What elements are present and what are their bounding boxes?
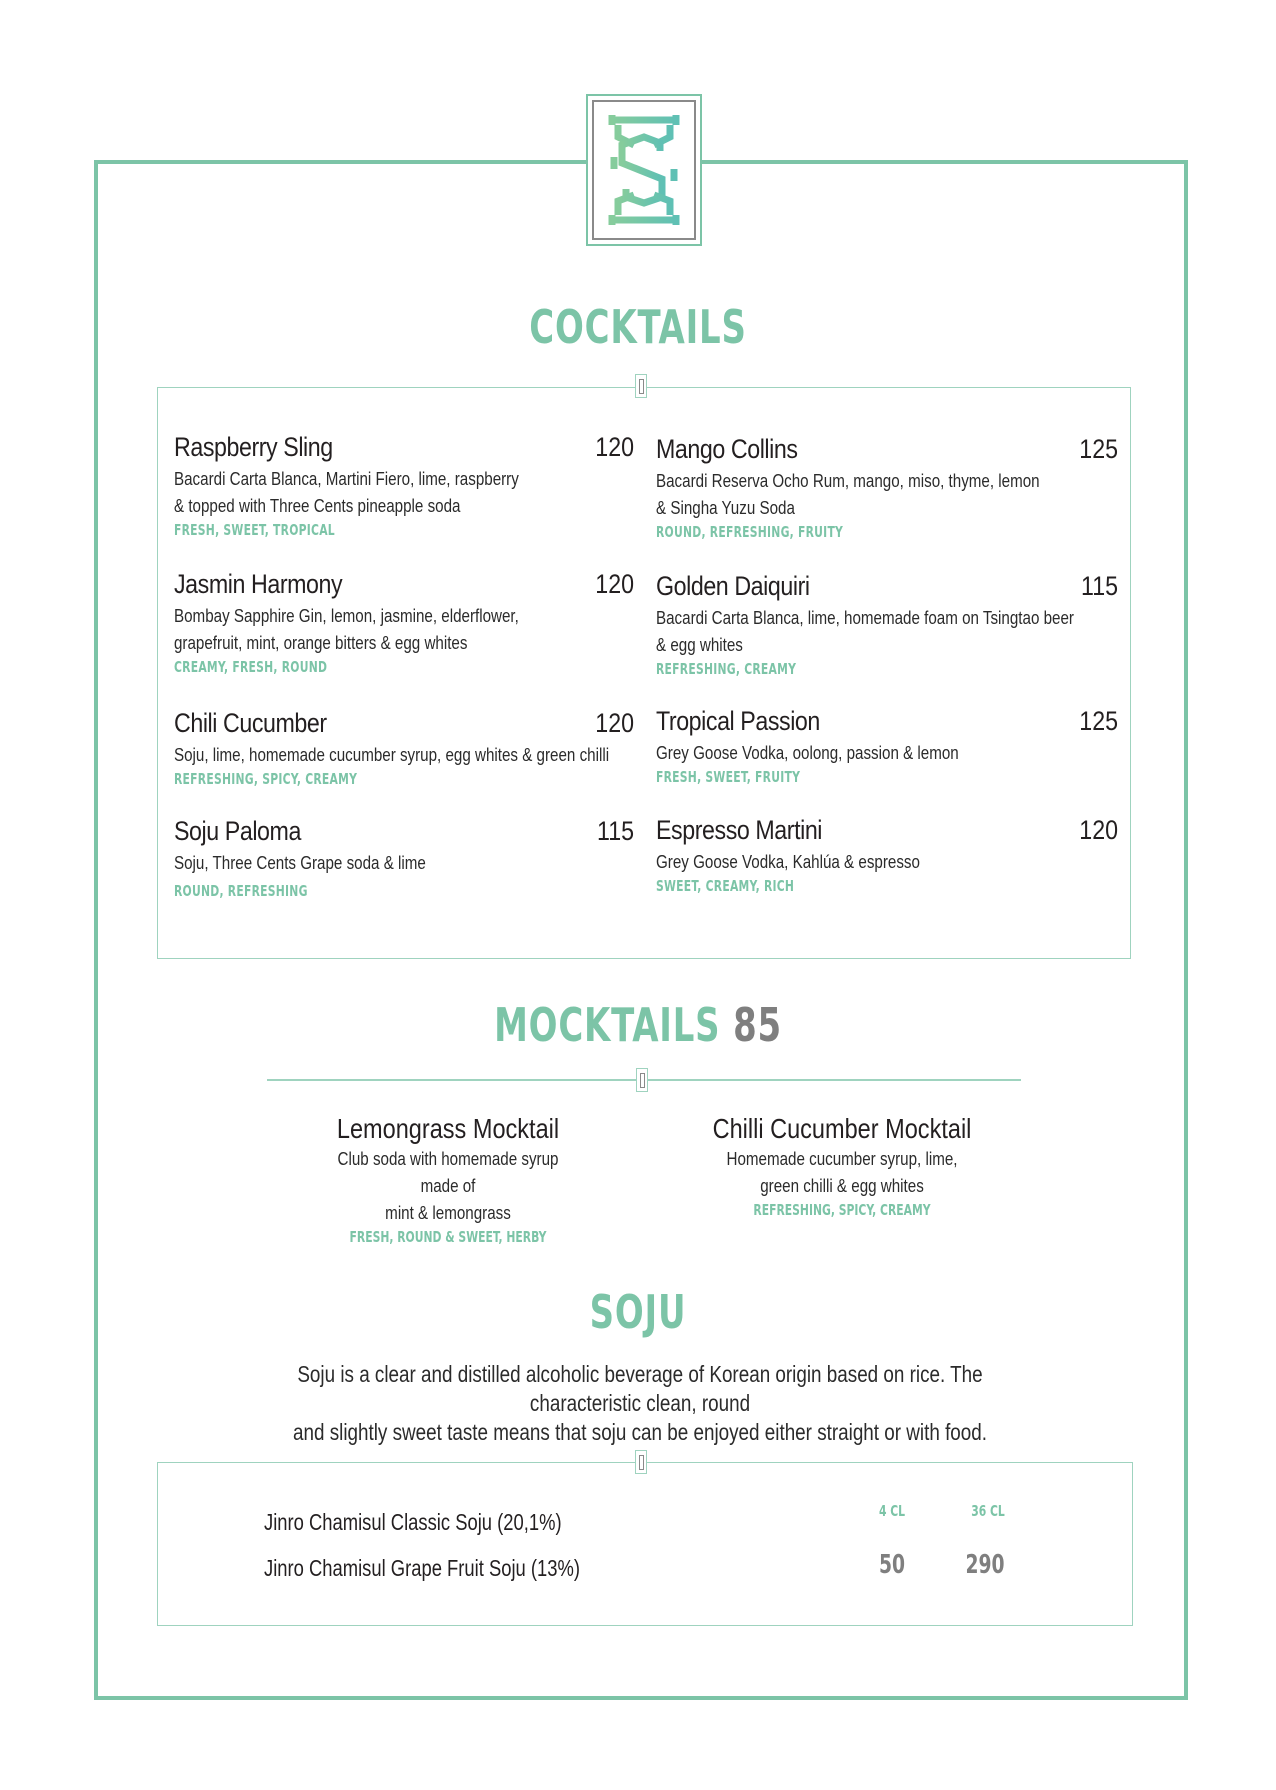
menu-item — [656, 434, 1118, 541]
item-name: Jasmin Harmony — [174, 569, 343, 599]
soju-heading: SOJU — [589, 1285, 687, 1339]
ornament-icon — [635, 1450, 647, 1474]
item-name: Raspberry Sling — [174, 432, 333, 462]
item-price: 115 — [596, 816, 634, 846]
item-tags: FRESH, SWEET, FRUITY — [656, 768, 801, 786]
item-name: Espresso Martini — [656, 815, 823, 845]
menu-item — [174, 816, 634, 900]
item-price: 120 — [595, 432, 634, 462]
column-header-4cl: 4 CL — [878, 1502, 906, 1520]
cocktails-heading: COCKTAILS — [529, 300, 747, 354]
item-price: 115 — [1080, 571, 1118, 601]
item-name: Lemongrass Mocktail — [336, 1113, 560, 1144]
ks-monogram-icon — [604, 107, 684, 233]
soju-box — [157, 1462, 1133, 1626]
item-desc: Homemade cucumber syrup, lime, — [726, 1148, 958, 1169]
menu-item — [174, 708, 634, 788]
logo — [586, 94, 702, 246]
soju-desc-line: and slightly sweet taste means that soju can be enjoyed either straight or with food. — [292, 1419, 988, 1445]
item-tags: FRESH, ROUND & SWEET, HERBY — [349, 1228, 547, 1246]
item-tags: ROUND, REFRESHING — [174, 882, 308, 900]
item-name: Tropical Passion — [656, 706, 820, 736]
item-tags: ROUND, REFRESHING, FRUITY — [656, 523, 844, 541]
price-4cl: 50 — [878, 1550, 906, 1580]
item-price: 125 — [1079, 706, 1118, 736]
item-desc: & topped with Three Cents pineapple soda — [174, 495, 461, 516]
item-desc: Bombay Sapphire Gin, lemon, jasmine, elderflower, — [174, 605, 519, 626]
item-desc: grapefruit, mint, orange bitters & egg whites — [174, 632, 468, 653]
item-tags: CREAMY, FRESH, ROUND — [174, 658, 328, 676]
item-tags: REFRESHING, SPICY, CREAMY — [174, 770, 358, 788]
menu-item — [174, 432, 634, 539]
menu-item — [656, 706, 1118, 786]
item-desc: Grey Goose Vodka, oolong, passion & lemon — [656, 742, 959, 763]
ornament-icon — [635, 374, 647, 398]
item-name: Chili Cucumber — [174, 708, 327, 738]
item-name: Chilli Cucumber Mocktail — [712, 1113, 972, 1144]
soju-description — [271, 1360, 1009, 1447]
item-tags: FRESH, SWEET, TROPICAL — [174, 521, 335, 539]
item-tags: SWEET, CREAMY, RICH — [656, 877, 795, 895]
item-price: 120 — [1079, 815, 1118, 845]
item-desc: Club soda with homemade syrup made of — [337, 1148, 559, 1196]
item-desc: green chilli & egg whites — [760, 1175, 924, 1196]
item-desc: Bacardi Carta Blanca, Martini Fiero, lime, raspberry — [174, 468, 519, 489]
menu-item — [656, 571, 1118, 678]
item-desc: Soju, Three Cents Grape soda & lime — [174, 852, 426, 873]
mocktail-item — [288, 1113, 608, 1246]
item-desc: mint & lemongrass — [385, 1202, 511, 1223]
item-tags: REFRESHING, SPICY, CREAMY — [753, 1201, 931, 1219]
item-desc: Bacardi Carta Blanca, lime, homemade foam on Tsingtao beer — [656, 607, 1074, 628]
item-desc: Soju, lime, homemade cucumber syrup, egg whites & green chilli — [174, 744, 610, 765]
menu-item — [656, 815, 1118, 895]
soju-desc-line: Soju is a clear and distilled alcoholic beverage of Korean origin based on rice. The characteristic clean, round — [297, 1361, 983, 1416]
ornament-icon — [636, 1068, 648, 1092]
item-price: 120 — [595, 569, 634, 599]
item-price: 120 — [595, 708, 634, 738]
menu-item — [174, 569, 634, 676]
item-name: Golden Daiquiri — [656, 571, 810, 601]
column-header-36cl: 36 CL — [971, 1502, 1005, 1520]
item-tags: REFRESHING, CREAMY — [656, 660, 797, 678]
item-name: Soju Paloma — [174, 816, 301, 846]
mocktail-item — [682, 1113, 1002, 1219]
soju-item: Jinro Chamisul Grape Fruit Soju (13%) — [264, 1555, 580, 1581]
item-desc: & Singha Yuzu Soda — [656, 497, 795, 518]
soju-item: Jinro Chamisul Classic Soju (20,1%) — [264, 1509, 562, 1535]
item-name: Mango Collins — [656, 434, 798, 464]
item-desc: Bacardi Reserva Ocho Rum, mango, miso, thyme, lemon — [656, 470, 1040, 491]
item-desc: Grey Goose Vodka, Kahlúa & espresso — [656, 851, 920, 872]
mocktails-price: 85 — [733, 998, 782, 1052]
mocktails-heading — [474, 998, 802, 1052]
price-36cl: 290 — [965, 1550, 1005, 1580]
item-price: 125 — [1079, 434, 1118, 464]
item-desc: & egg whites — [656, 634, 743, 655]
mocktails-title: MOCKTAILS — [494, 998, 721, 1052]
